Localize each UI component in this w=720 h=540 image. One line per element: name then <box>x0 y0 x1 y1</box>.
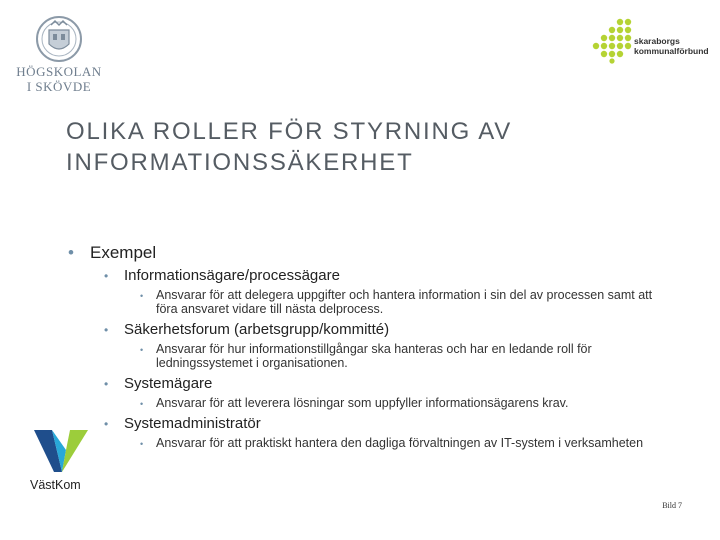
bullet-icon: • <box>104 417 109 431</box>
school-name-line2: I SKÖVDE <box>26 79 92 94</box>
role-name: Systemadministratör <box>124 415 261 432</box>
role-desc-text: Ansvarar för hur informationstillgångar ska hanteras och har en ledande roll för ledningssystemet i organisationen. <box>156 342 592 370</box>
crest-icon <box>35 14 83 64</box>
role-description <box>64 436 666 450</box>
bullet-icon: • <box>140 345 144 355</box>
role-description <box>64 342 666 370</box>
role-item <box>64 320 704 340</box>
hogskolan-logo <box>14 14 104 106</box>
skaraborg-logo <box>590 16 715 66</box>
org-name-line1: skaraborgs <box>634 36 680 46</box>
role-description <box>64 288 666 316</box>
bullet-icon: • <box>140 439 144 449</box>
title-line-1: OLIKA ROLLER FÖR STYRNING AV <box>66 118 513 145</box>
vastkom-v-icon <box>32 426 92 476</box>
bullet-icon: • <box>104 269 109 283</box>
role-item <box>64 374 704 394</box>
bullet-text: Exempel <box>90 243 157 262</box>
bullet-level1 <box>64 242 704 264</box>
role-desc-text: Ansvarar för att praktiskt hantera den dagliga förvaltningen av IT-system i verksamheten <box>156 436 644 450</box>
role-name: Informationsägare/processägare <box>124 267 340 284</box>
slide-content <box>64 242 704 454</box>
slide-title <box>66 116 666 178</box>
role-description <box>64 396 716 410</box>
role-name: Säkerhetsforum (arbetsgrupp/kommitté) <box>124 321 390 338</box>
school-name-line1: HÖGSKOLAN <box>16 64 102 79</box>
vastkom-text: VästKom <box>30 478 81 492</box>
role-desc-text: Ansvarar för att leverera lösningar som uppfyller informationsägarens krav. <box>156 396 569 410</box>
bullet-icon: • <box>140 399 144 409</box>
role-item <box>64 414 704 434</box>
role-name: Systemägare <box>124 375 213 392</box>
role-item <box>64 266 704 286</box>
title-line-2: INFORMATIONSSÄKERHET <box>66 149 414 176</box>
role-desc-text: Ansvarar för att delegera uppgifter och hantera information i sin del av processen samt att föra ansvaret vidare till nästa delprocess. <box>156 288 653 316</box>
bullet-icon: • <box>104 377 109 391</box>
bullet-icon: • <box>140 291 144 301</box>
bullet-icon: • <box>104 323 109 337</box>
bullet-icon: • <box>68 243 74 262</box>
org-name-line2: kommunalförbund <box>634 46 709 56</box>
dots-icon <box>590 18 636 64</box>
vastkom-logo <box>28 426 94 496</box>
page-label: Bild 7 <box>662 501 682 510</box>
